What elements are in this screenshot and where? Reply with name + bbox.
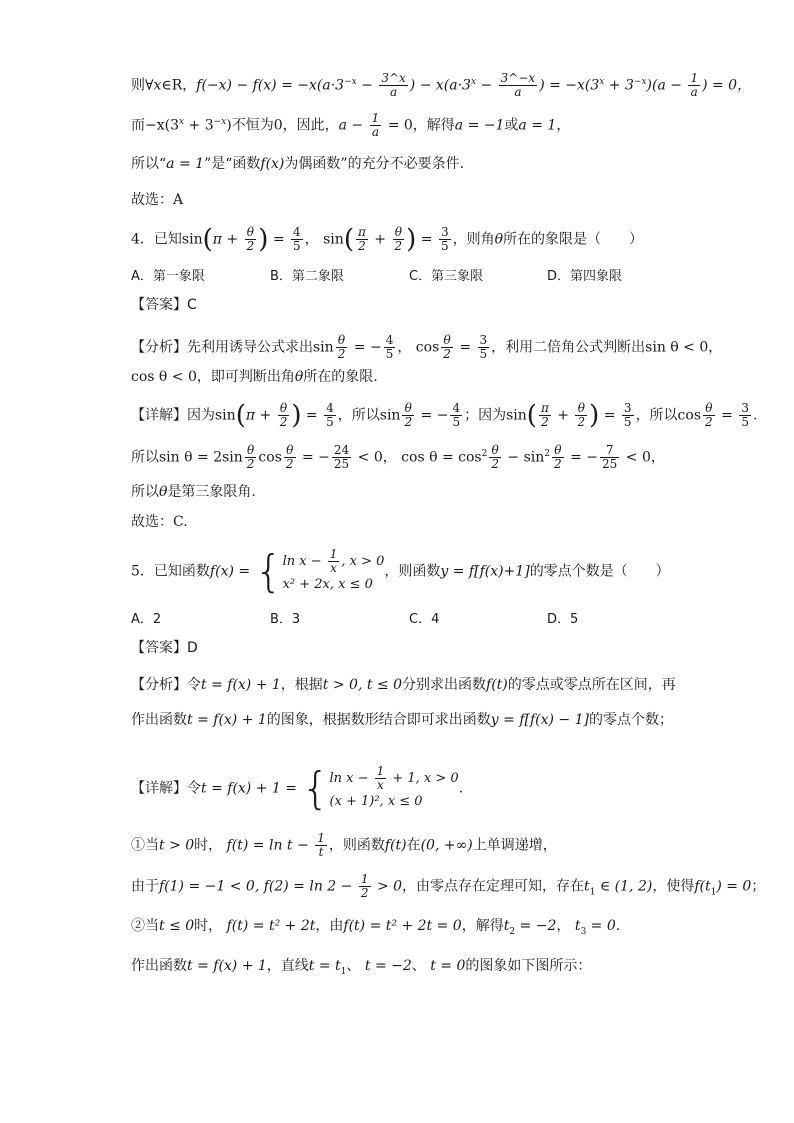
math: θ xyxy=(159,484,168,500)
piecewise xyxy=(329,765,458,812)
option-d: D．5 xyxy=(547,612,579,627)
text: ，直线 xyxy=(266,958,309,974)
case-2: (x + 1)², x ≤ 0 xyxy=(329,794,423,809)
text: − xyxy=(356,77,378,94)
num: 3^−x xyxy=(500,71,536,86)
math: θ xyxy=(494,231,504,248)
fraction xyxy=(575,402,587,429)
math: t xyxy=(574,918,581,934)
exp: 2 xyxy=(481,449,488,459)
math: y = f[f(x)+1] xyxy=(440,563,530,580)
text: )不恒为0，因此， xyxy=(226,117,339,134)
text: 为偶函数”的充分不必要条件. xyxy=(284,156,465,172)
detail-line: 【详解】因为sin(π + $\frac{\theta}{2}$ ) = $\frac{4}{5}$ ，所以sin $\frac{\theta}{2}$ = − $\frac{4}{5}$ ；因为sin( $\frac{\pi}{2}$ + $\frac{\theta}{2}$ ) = $\frac{3}{5}$ ，所以cos $\frac{\theta}{2}$ = $\frac{3}{5}$ . xyxy=(131,400,758,431)
fraction xyxy=(499,72,538,99)
math: π + xyxy=(212,231,243,248)
option-c: C．4 xyxy=(409,612,440,627)
case-1: ln x − xyxy=(329,771,373,786)
fraction xyxy=(284,444,296,471)
fraction xyxy=(450,402,462,429)
num: θ xyxy=(575,402,587,416)
fraction xyxy=(315,832,327,859)
den: 5 xyxy=(452,415,461,429)
conclusion-line xyxy=(131,154,464,174)
fraction xyxy=(245,444,257,471)
text: 作出函数 xyxy=(131,958,187,974)
text: ，所以sin xyxy=(337,407,401,424)
text: 、 xyxy=(411,958,431,974)
fraction xyxy=(552,444,564,471)
num: θ xyxy=(284,444,296,458)
subscript: 1 xyxy=(589,887,596,898)
text: = xyxy=(716,407,738,424)
case-2: x² + 2x, x ≤ 0 xyxy=(282,577,373,592)
den: 2 xyxy=(491,457,499,472)
math: = 0 xyxy=(586,918,616,934)
num: 1 xyxy=(329,547,338,561)
den: x xyxy=(330,561,337,575)
text: 的图象如下图所示： xyxy=(465,958,592,974)
den: 5 xyxy=(293,239,301,253)
math: f(1) = −1 < 0, f(2) = ln 2 − xyxy=(159,878,357,895)
answer-line xyxy=(131,638,198,658)
text: ”是“函数 xyxy=(204,156,261,172)
text: − sin xyxy=(502,449,545,466)
math: t > 0 xyxy=(159,837,195,854)
text: ，由零点存在定理可知，存在 xyxy=(402,878,585,895)
den: a xyxy=(690,85,698,100)
text: ，由 xyxy=(315,918,344,934)
math: π + xyxy=(245,407,276,424)
math: a = 1 xyxy=(166,156,205,172)
den: 5 xyxy=(479,347,488,361)
answer-choice-line-2 xyxy=(131,512,188,532)
text: = xyxy=(416,231,437,248)
fraction xyxy=(379,72,407,99)
text: = xyxy=(454,339,476,356)
text: ， xyxy=(556,117,571,134)
text: 故选：C. xyxy=(131,514,188,530)
case-1-line-2 xyxy=(131,873,765,902)
text: 分别求出函数 xyxy=(402,677,487,693)
text: ∈R， xyxy=(161,77,197,94)
text: ，则角 xyxy=(452,231,495,248)
text: 上单调递增， xyxy=(472,837,557,854)
math: (0, +∞) xyxy=(420,837,473,854)
math: t xyxy=(503,918,510,934)
den: 2 xyxy=(541,415,549,429)
exp: x xyxy=(470,77,477,87)
exp: x xyxy=(179,117,185,127)
math: ) = 0 xyxy=(716,878,752,895)
question-4: 4．已知sin(π + $\frac{\theta}{2}$ ) = $\frac{4}{5}$ ， sin( $\frac{\pi}{2}$ + $\frac{\theta}{2}$ ) = $\frac{3}{5}$ ，则角θ所在的象限是（ ） xyxy=(131,224,644,255)
num: π xyxy=(357,225,366,239)
text: 令 xyxy=(187,677,201,693)
den: 2 xyxy=(246,457,255,472)
num: 4 xyxy=(452,401,461,415)
piecewise xyxy=(283,548,385,595)
den: 2 xyxy=(404,415,413,429)
text: 所在的象限. xyxy=(303,369,378,385)
text: 而−x(3 xyxy=(131,117,179,134)
text: = xyxy=(599,407,620,424)
fraction xyxy=(370,112,382,139)
text: ， cos xyxy=(397,339,440,356)
num: θ xyxy=(703,402,715,416)
text: = − xyxy=(297,449,330,466)
subscript: 3 xyxy=(580,926,587,937)
den: t xyxy=(318,845,324,859)
den: 2 xyxy=(443,347,451,361)
case-2-line xyxy=(131,916,620,942)
fraction xyxy=(600,444,619,471)
text: ； xyxy=(751,878,766,895)
detail-tag: 【详解】 xyxy=(131,780,187,797)
math: ∈ (1, 2) xyxy=(595,878,653,895)
num: 7 xyxy=(600,444,619,458)
option-a: A．第一象限 xyxy=(131,269,205,284)
den: 2 xyxy=(577,415,586,429)
num: 4 xyxy=(385,333,394,347)
detail-line: 【详解】令t = f(x) + 1 = { ln x − $\frac{1}{x}$ + 1, x > 0 (x + 1)², x ≤ 0 . xyxy=(131,762,464,814)
den: a xyxy=(514,85,522,100)
den: 5 xyxy=(623,415,632,429)
text: = − xyxy=(349,339,382,356)
text: 所以“ xyxy=(131,156,167,172)
math: f(t xyxy=(694,878,711,895)
fraction xyxy=(356,226,368,253)
math: x xyxy=(153,77,162,94)
text: 因为sin xyxy=(187,407,236,424)
den: 2 xyxy=(337,347,346,361)
answer-choice-line xyxy=(131,190,183,210)
fraction xyxy=(359,873,371,900)
fraction xyxy=(539,402,551,429)
analysis-tag: 【分析】 xyxy=(131,339,187,356)
fraction xyxy=(384,334,396,361)
math: f(t) = t² + 2t xyxy=(226,918,316,934)
den: 25 xyxy=(333,457,350,472)
fraction xyxy=(393,226,405,253)
den: a xyxy=(389,85,398,100)
math: f(t) = t² + 2t = 0 xyxy=(343,918,462,934)
math: t = f(x) + 1 = xyxy=(201,780,302,797)
math: t = 0 xyxy=(430,958,466,974)
math: t ≤ 0 xyxy=(159,918,195,934)
case-1: ln x − xyxy=(282,554,326,569)
fraction xyxy=(324,402,336,429)
math: t = f(x) + 1 xyxy=(187,712,267,728)
text: = − xyxy=(416,407,449,424)
den: x xyxy=(377,778,384,792)
den: 2 xyxy=(554,457,562,472)
math: f(x) xyxy=(260,156,285,172)
case-1-cond: , x > 0 xyxy=(341,554,385,569)
fraction xyxy=(688,72,700,99)
text: 先利用诱导公式求出sin xyxy=(187,339,334,356)
text: 作出函数 xyxy=(131,712,187,728)
fraction xyxy=(336,334,348,361)
option-b: B．3 xyxy=(270,612,301,627)
den: 2 xyxy=(360,886,369,900)
math: f(x) = xyxy=(209,563,255,580)
fraction xyxy=(622,402,634,429)
fraction xyxy=(328,548,340,575)
text: 时， xyxy=(194,837,227,854)
text: < 0， xyxy=(621,449,665,466)
text: ，使得 xyxy=(652,878,695,895)
answer-line xyxy=(131,295,197,315)
analysis-line xyxy=(131,675,676,695)
den: 2 xyxy=(285,457,294,472)
answer-value: D xyxy=(187,640,198,656)
num: θ xyxy=(489,444,501,458)
math: f(t) xyxy=(486,677,508,693)
den: 5 xyxy=(385,347,394,361)
text: − xyxy=(476,77,497,94)
exp: x xyxy=(599,77,605,87)
text: 所在的象限是（ ） xyxy=(503,231,644,248)
subscript: 1 xyxy=(710,887,717,898)
num: 4 xyxy=(293,225,301,239)
text: = − xyxy=(565,449,599,466)
math: a = 1 xyxy=(518,117,557,134)
text: cos xyxy=(258,449,282,466)
num: 3 xyxy=(623,401,632,415)
num: 3 xyxy=(479,333,488,347)
fraction xyxy=(703,402,715,429)
num: θ xyxy=(393,226,405,240)
num: 3 xyxy=(741,401,749,415)
den: 2 xyxy=(705,415,713,429)
num: θ xyxy=(441,334,453,348)
text: ， xyxy=(556,918,575,934)
text: = xyxy=(268,231,290,248)
math: = −2 xyxy=(515,918,557,934)
analysis-tag: 【分析】 xyxy=(131,677,187,693)
analysis-line xyxy=(131,334,722,361)
text: 在 xyxy=(406,837,421,854)
detail-tag: 【详解】 xyxy=(131,407,187,424)
den: 2 xyxy=(279,415,288,429)
den: 5 xyxy=(440,239,449,253)
fraction xyxy=(439,226,451,253)
subscript: 1 xyxy=(340,966,347,977)
proof-line-1 xyxy=(131,72,751,99)
math: ) = 0， xyxy=(702,77,752,94)
text: 则∀ xyxy=(131,77,154,94)
num: 24 xyxy=(333,443,350,458)
math: t = f(x) + 1 xyxy=(201,677,281,693)
den: 2 xyxy=(394,239,403,253)
text: 令 xyxy=(187,780,201,797)
num: θ xyxy=(278,402,290,416)
fraction xyxy=(441,334,453,361)
num: 1 xyxy=(360,872,369,886)
detail-line-2 xyxy=(131,444,665,471)
subscript: 2 xyxy=(509,926,516,937)
text: . xyxy=(752,407,758,424)
math: a − xyxy=(338,117,368,134)
math: )(a − xyxy=(646,77,687,94)
text: = 0，解得 xyxy=(383,117,455,134)
option-a: A．2 xyxy=(131,612,162,627)
text: ②当 xyxy=(131,918,159,934)
math: ) = −x(3 xyxy=(539,77,600,94)
text: < 0， cos θ = cos xyxy=(353,449,482,466)
text: 4．已知sin xyxy=(131,231,203,248)
answer-value: C xyxy=(187,297,197,313)
analysis-line-2 xyxy=(131,367,378,387)
case-1-line xyxy=(131,832,557,859)
math: f(t) = ln t − xyxy=(226,837,314,854)
answer-tag: 【答案】 xyxy=(131,640,187,656)
text: ，根据 xyxy=(280,677,323,693)
fraction xyxy=(739,402,751,429)
text: 是第三象限角. xyxy=(167,484,256,500)
fraction xyxy=(375,765,387,792)
text: + xyxy=(552,407,574,424)
exp: 2 xyxy=(544,449,551,459)
math: θ xyxy=(294,369,304,385)
text: + 3 xyxy=(184,117,214,134)
option-b: B．第二象限 xyxy=(270,269,344,284)
math: y = f[f(x) − 1] xyxy=(490,712,589,728)
num: θ xyxy=(336,334,348,348)
fraction xyxy=(278,402,290,429)
den: 2 xyxy=(246,239,255,253)
text: . xyxy=(615,918,621,934)
text: 所以 xyxy=(131,484,159,500)
text: 的零点个数； xyxy=(588,712,673,728)
text: 时， xyxy=(194,918,227,934)
den: 5 xyxy=(326,415,334,429)
detail-line-3 xyxy=(131,482,256,502)
num: π xyxy=(540,401,549,415)
text: = xyxy=(301,407,323,424)
fraction xyxy=(332,444,351,471)
num: 4 xyxy=(326,401,334,415)
num: θ xyxy=(245,226,257,240)
math: t = t xyxy=(308,958,341,974)
num: θ xyxy=(552,444,564,458)
math: a = −1 xyxy=(454,117,505,134)
fraction xyxy=(245,226,257,253)
option-d: D．第四象限 xyxy=(547,269,623,284)
fraction xyxy=(489,444,501,471)
math: t = −2 xyxy=(364,958,412,974)
math: + 3 xyxy=(604,77,634,94)
graph-intro-line xyxy=(131,956,591,982)
math: t xyxy=(584,878,590,895)
fraction xyxy=(402,402,414,429)
text: 的图象，根据数形结合即可求出函数 xyxy=(266,712,491,728)
text: 的零点个数是（ ） xyxy=(529,563,670,580)
text: 故选：A xyxy=(131,192,184,208)
text: ①当 xyxy=(131,837,159,854)
text: ，则函数 xyxy=(384,563,441,580)
text: . xyxy=(458,780,464,797)
text: 的零点或零点所在区间，再 xyxy=(507,677,676,693)
option-c: C．第三象限 xyxy=(409,269,484,284)
case-1-cond: + 1, x > 0 xyxy=(388,771,459,786)
num: 3 xyxy=(440,225,449,239)
text: 由于 xyxy=(131,878,159,895)
answer-tag: 【答案】 xyxy=(131,297,187,313)
den: 25 xyxy=(602,457,618,472)
text: ，利用二倍角公式判断出sin θ < 0， xyxy=(491,339,723,356)
exp: −x xyxy=(633,77,647,87)
text: ，则函数 xyxy=(328,837,385,854)
exp: −x xyxy=(213,117,227,127)
den: 2 xyxy=(358,239,366,253)
fraction xyxy=(478,334,490,361)
math: > 0 xyxy=(372,878,403,895)
text: 所以sin θ = 2sin xyxy=(131,449,243,466)
text: cos θ < 0，即可判断出角 xyxy=(131,369,295,385)
num: θ xyxy=(402,402,414,416)
text: ，解得 xyxy=(461,918,504,934)
text: ， sin xyxy=(304,231,344,248)
math: ) − x(a·3 xyxy=(409,77,471,94)
num: 3^x xyxy=(381,71,406,86)
analysis-line-2 xyxy=(131,710,673,730)
exp: −x xyxy=(344,77,357,87)
text: 、 xyxy=(346,958,365,974)
num: 1 xyxy=(317,831,325,845)
proof-line-2 xyxy=(131,112,570,139)
den: 5 xyxy=(741,415,749,429)
text: 5．已知函数 xyxy=(131,563,210,580)
text: ，所以cos xyxy=(635,407,702,424)
math: t > 0, t ≤ 0 xyxy=(322,677,403,693)
math: f(t) xyxy=(384,837,407,854)
fraction xyxy=(291,226,303,253)
num: θ xyxy=(245,444,257,458)
math: f(−x) − f(x) = −x(a·3 xyxy=(196,77,345,94)
question-5: 5．已知函数f(x) = { ln x − $\frac{1}{x}$ , x > 0 x² + 2x, x ≤ 0 ，则函数y = f[f(x)+1]的零点个数是（ ） xyxy=(131,545,670,597)
num: 1 xyxy=(376,764,385,778)
math: t = f(x) + 1 xyxy=(187,958,267,974)
num: 1 xyxy=(690,71,699,86)
num: 1 xyxy=(371,111,380,126)
text: ；因为sin xyxy=(464,407,527,424)
den: a xyxy=(371,125,379,140)
text: 或 xyxy=(504,117,519,134)
text: + xyxy=(369,231,391,248)
